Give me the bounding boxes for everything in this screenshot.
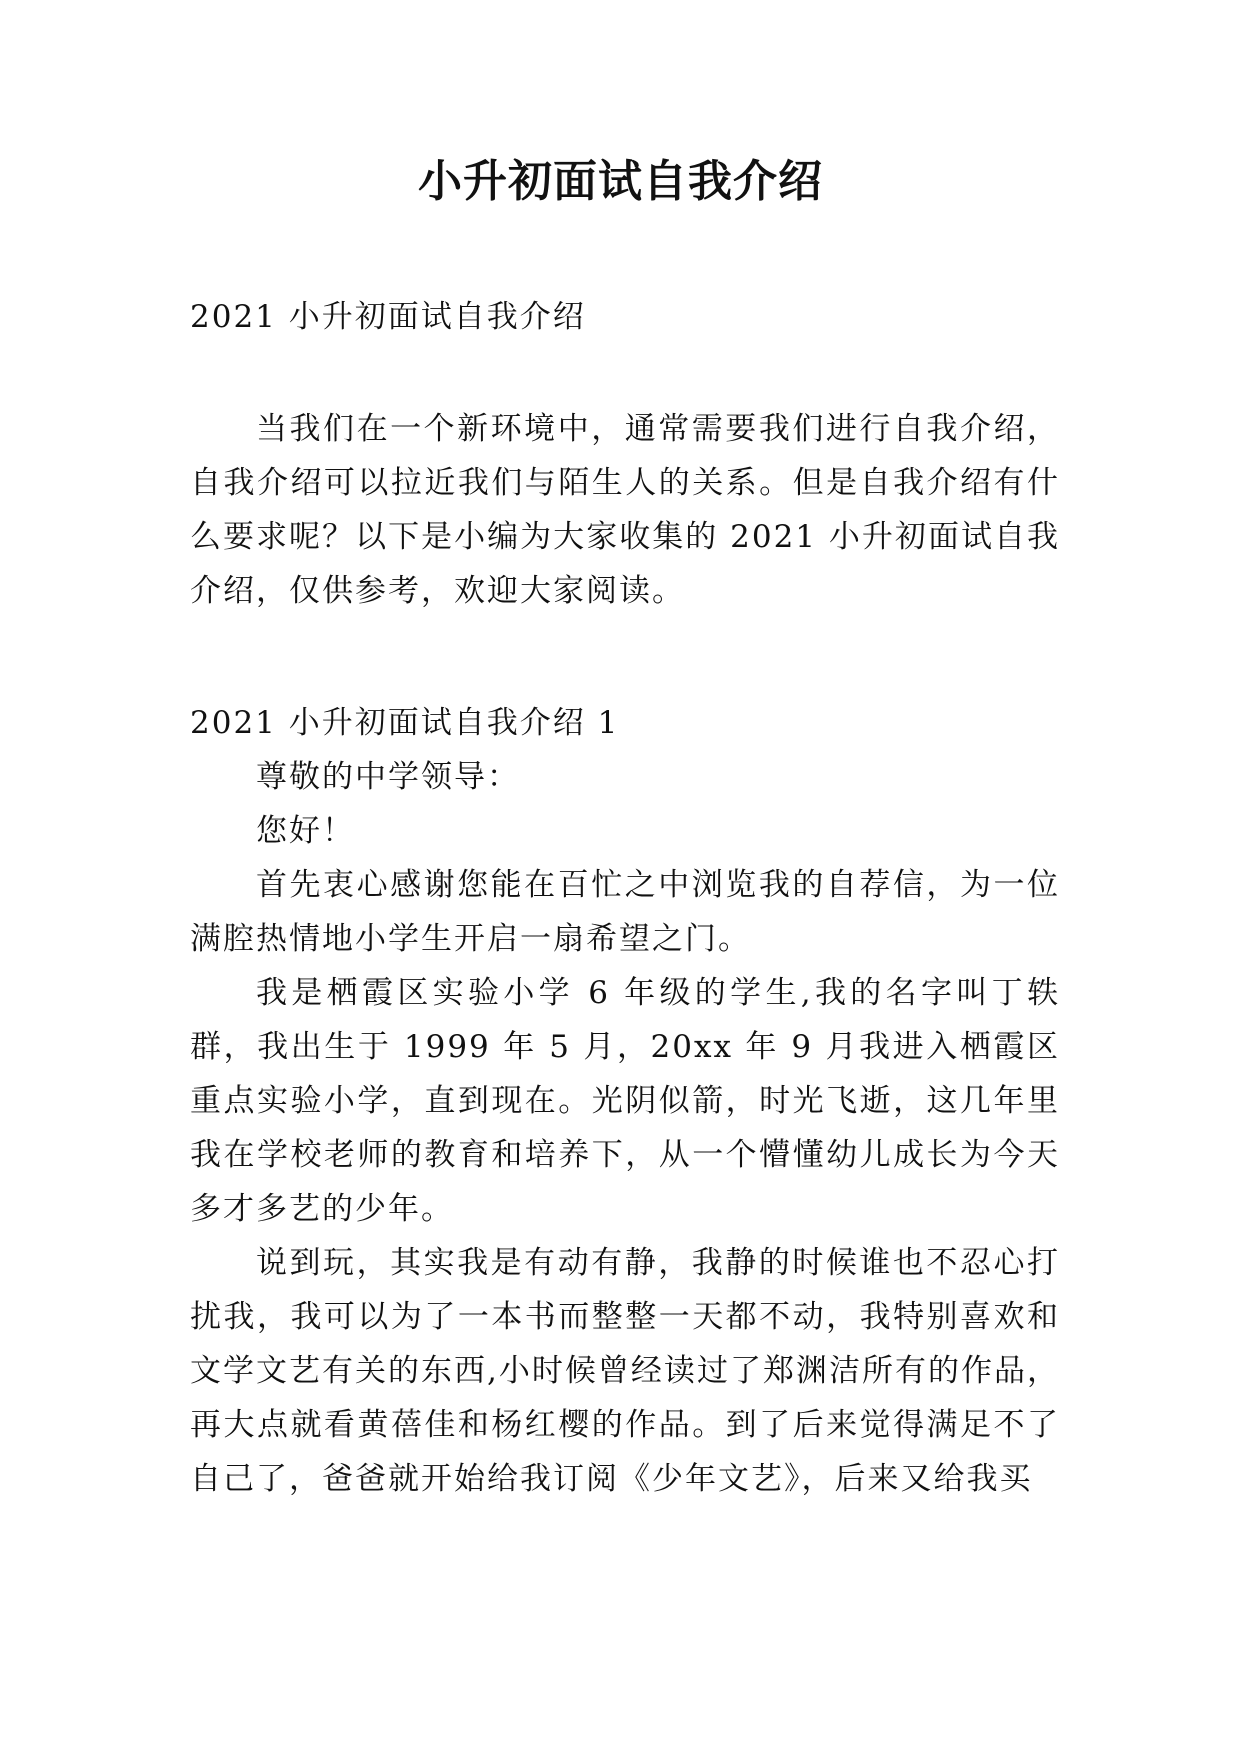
greeting: 您好！ xyxy=(256,813,355,849)
salutation: 尊敬的中学领导： xyxy=(256,759,520,795)
subtitle-text: 2021 小升初面试自我介绍 xyxy=(190,299,586,335)
body-paragraph-3: 说到玩，其实我是有动有静，我静的时候谁也不忍心打扰我，我可以为了一本书而整整一天都不动，我特别喜欢和文学文艺有关的东西,小时候曾经读过了郑渊洁所有的作品，再大点就看黄蓓佳和杨红樱的作品。到了后来觉得满足不了自己了，爸爸就开始给我订阅《少年文艺》，后来又给我买 xyxy=(190,1245,1060,1497)
intro-paragraph: 当我们在一个新环境中，通常需要我们进行自我介绍，自我介绍可以拉近我们与陌生人的关系。但是自我介绍有什么要求呢？以下是小编为大家收集的 2021 小升初面试自我介绍，仅供参考，欢迎大家阅读。 xyxy=(190,411,1060,609)
section-heading: 2021 小升初面试自我介绍 1 xyxy=(190,705,620,741)
body-paragraph-1: 首先衷心感谢您能在百忙之中浏览我的自荐信，为一位满腔热情地小学生开启一扇希望之门。 xyxy=(190,867,1060,957)
document-subtitle xyxy=(190,290,1060,344)
intro-block xyxy=(190,402,1060,618)
document-title: 小升初面试自我介绍 xyxy=(418,156,823,207)
body-paragraph-2: 我是栖霞区实验小学 6 年级的学生,我的名字叫丁轶群，我出生于 1999 年 5 月，20xx 年 9 月我进入栖霞区重点实验小学，直到现在。光阴似箭，时光飞逝，这几年里我在学校老师的教育和培养下，从一个懵懂幼儿成长为今天多才多艺的少年。 xyxy=(190,975,1060,1227)
section-1 xyxy=(190,696,1060,1506)
